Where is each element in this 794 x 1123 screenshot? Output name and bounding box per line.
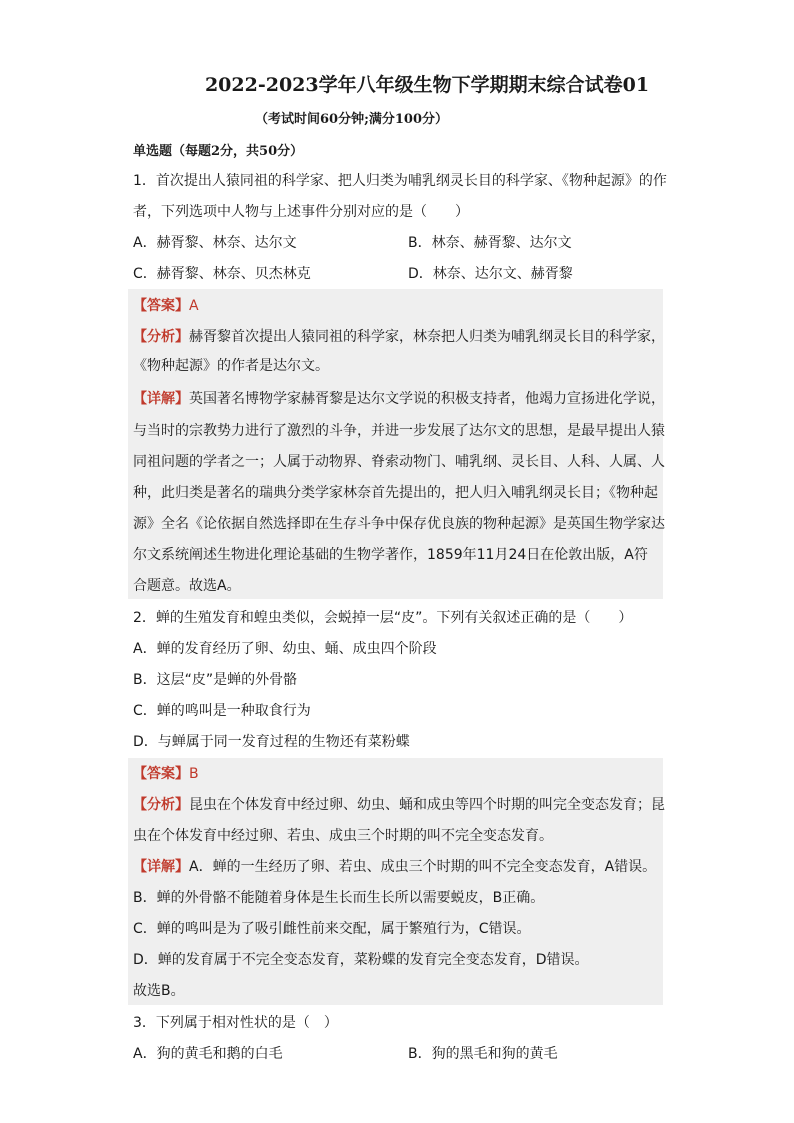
q2-answer: 【答案】B bbox=[133, 766, 199, 782]
q2-stem: 2．蝉的生殖发育和蝗虫类似，会蜕掉一层“皮”。下列有关叙述正确的是（ ） bbox=[133, 610, 633, 626]
q2-option-b: B．这层“皮”是蝉的外骨骼 bbox=[133, 672, 298, 688]
q2-option-a: A．蝉的发育经历了卵、幼虫、蛹、成虫四个阶段 bbox=[133, 641, 437, 657]
section-heading: 单选题（每题2分，共50分） bbox=[133, 144, 304, 159]
q2-detail-line-3: C．蝉的鸣叫是为了吸引雌性前来交配，属于繁殖行为，C错误。 bbox=[133, 921, 531, 937]
q1-analysis-line-1: 【分析】赫胥黎首次提出人猿同祖的科学家，林奈把人归类为哺乳纲灵长目的科学家， bbox=[133, 329, 665, 345]
q1-option-b: B．林奈、赫胥黎、达尔文 bbox=[408, 235, 572, 251]
q1-option-a: A．赫胥黎、林奈、达尔文 bbox=[133, 235, 297, 251]
q1-detail-line-1: 【详解】英国著名博物学家赫胥黎是达尔文学说的积极支持者，他竭力宣扬进化学说， bbox=[133, 391, 665, 407]
q2-analysis-line-1: 【分析】昆虫在个体发育中经过卵、幼虫、蛹和成虫等四个时期的叫完全变态发育；昆 bbox=[133, 797, 665, 813]
q2-detail-line-1: 【详解】A．蝉的一生经历了卵、若虫、成虫三个时期的叫不完全变态发育，A错误。 bbox=[133, 859, 657, 875]
q1-detail-line-2: 与当时的宗教势力进行了激烈的斗争，并进一步发展了达尔文的思想，是最早提出人猿 bbox=[133, 423, 665, 439]
q3-option-a: A．狗的黄毛和鹅的白毛 bbox=[133, 1046, 283, 1062]
q1-detail-line-4: 种，此归类是著名的瑞典分类学家林奈首先提出的，把人归入哺乳纲灵长目；《物种起 bbox=[133, 485, 658, 501]
q1-answer: 【答案】A bbox=[133, 298, 199, 314]
q1-detail-line-7: 合题意。故选A。 bbox=[133, 578, 241, 594]
q1-detail-line-6: 尔文系统阐述生物进化理论基础的生物学著作，1859年11月24日在伦敦出版，A符 bbox=[133, 547, 648, 563]
exam-subtitle: （考试时间60分钟;满分100分） bbox=[255, 112, 449, 127]
q1-option-c: C．赫胥黎、林奈、贝杰林克 bbox=[133, 266, 311, 282]
q1-stem-line-1: 1．首次提出人猿同祖的科学家、把人归类为哺乳纲灵长目的科学家、《物种起源》的作 bbox=[133, 173, 667, 189]
q2-detail-line-2: B．蝉的外骨骼不能随着身体是生长而生长所以需要蜕皮，B正确。 bbox=[133, 890, 545, 906]
q1-option-d: D．林奈、达尔文、赫胥黎 bbox=[408, 266, 573, 282]
q2-analysis-line-2: 虫在个体发育中经过卵、若虫、成虫三个时期的叫不完全变态发育。 bbox=[133, 828, 553, 844]
q1-detail-line-3: 同祖问题的学者之一；人属于动物界、脊索动物门、哺乳纲、灵长目、人科、人属、人 bbox=[133, 454, 665, 470]
q1-detail-line-5: 源》全名《论依据自然选择即在生存斗争中保存优良族的物种起源》是英国生物学家达 bbox=[133, 516, 665, 532]
q2-option-d: D．与蝉属于同一发育过程的生物还有菜粉蝶 bbox=[133, 734, 410, 750]
q2-detail-line-5: 故选B。 bbox=[133, 983, 185, 999]
q2-detail-line-4: D．蝉的发育属于不完全变态发育，菜粉蝶的发育完全变态发育，D错误。 bbox=[133, 952, 589, 968]
q3-stem: 3．下列属于相对性状的是（ ） bbox=[133, 1015, 338, 1031]
q1-analysis-line-2: 《物种起源》的作者是达尔文。 bbox=[133, 358, 329, 374]
q3-option-b: B．狗的黑毛和狗的黄毛 bbox=[408, 1046, 558, 1062]
q1-stem-line-2: 者，下列选项中人物与上述事件分别对应的是（ ） bbox=[133, 204, 469, 220]
q2-option-c: C．蝉的鸣叫是一种取食行为 bbox=[133, 703, 311, 719]
page-title: 2022-2023学年八年级生物下学期期末综合试卷01 bbox=[204, 74, 650, 96]
